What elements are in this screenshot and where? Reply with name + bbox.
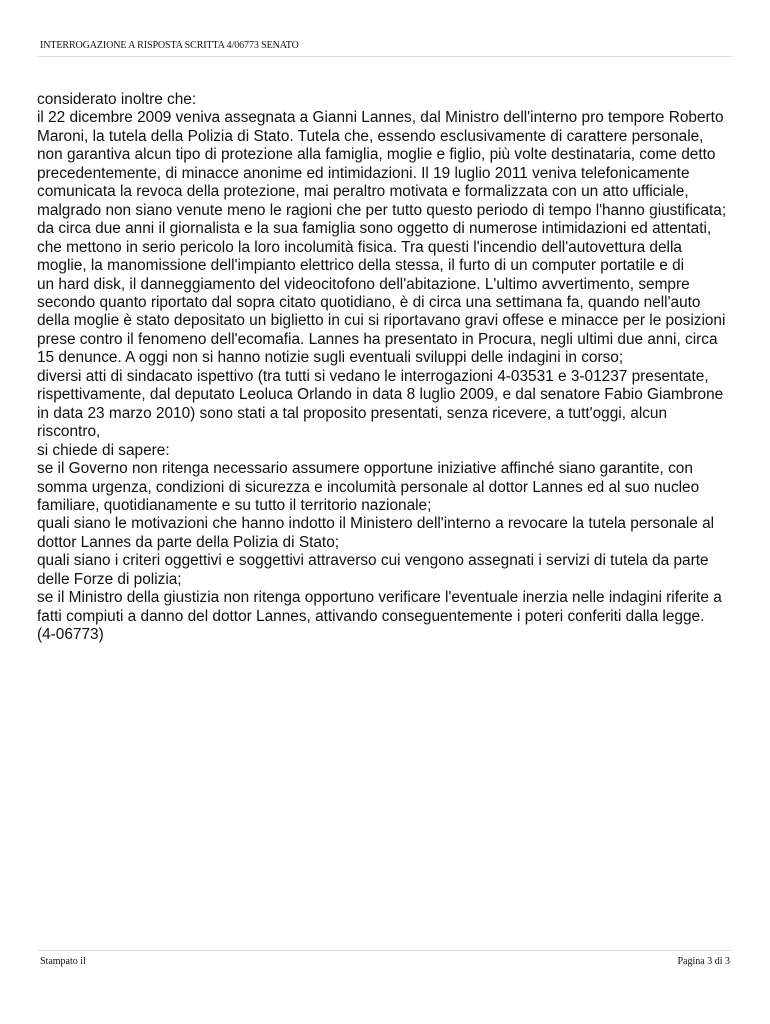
body-line: (4-06773) bbox=[37, 626, 104, 644]
body-line: della moglie è stato depositato un biglietto in cui si riportavano gravi offese e minacce per le posizioni bbox=[37, 312, 726, 330]
body-line: fatti compiuti a danno del dottor Lannes, attivando conseguentemente i poteri conferiti dalla legge. bbox=[37, 607, 705, 625]
body-line: delle Forze di polizia; bbox=[37, 570, 182, 588]
footer-divider bbox=[37, 950, 732, 951]
header-divider bbox=[37, 56, 732, 57]
body-line: familiare, quotidianamente e su tutto il territorio nazionale; bbox=[37, 496, 432, 514]
footer-printed-label: Stampato il bbox=[40, 956, 86, 967]
body-line: in data 23 marzo 2010) sono stati a tal proposito presentati, senza ricevere, a tutt'oggi, alcun bbox=[37, 404, 668, 422]
body-line: se il Governo non ritenga necessario assumere opportune iniziative affinché siano garantite, con bbox=[37, 460, 693, 478]
body-line: Maroni, la tutela della Polizia di Stato. Tutela che, essendo esclusivamente di carattere personale, bbox=[37, 127, 704, 145]
body-line: non garantiva alcun tipo di protezione alla famiglia, moglie e figlio, più volte destinataria, come detto bbox=[37, 146, 716, 164]
body-line: precedentemente, di minacce anonime ed intimidazioni. Il 19 luglio 2011 veniva telefonicamente bbox=[37, 164, 690, 182]
body-line: secondo quanto riportato dal sopra citato quotidiano, è di circa una settimana fa, quando nell'auto bbox=[37, 293, 701, 311]
body-line: comunicata la revoca della protezione, mai peraltro motivata e formalizzata con un atto ufficiale, bbox=[37, 183, 689, 201]
document-body bbox=[37, 91, 737, 645]
body-line: diversi atti di sindacato ispettivo (tra tutti si vedano le interrogazioni 4-03531 e 3-01237 presentate, bbox=[37, 367, 709, 385]
body-line: 15 denunce. A oggi non si hanno notizie sugli eventuali sviluppi delle indagini in corso; bbox=[37, 349, 624, 367]
body-line: rispettivamente, dal deputato Leoluca Orlando in data 8 luglio 2009, e dal senatore Fabio Giambrone bbox=[37, 386, 724, 404]
body-line: riscontro, bbox=[37, 423, 101, 441]
body-line: prese contro il fenomeno dell'ecomafia. Lannes ha presentato in Procura, negli ultimi due anni, circa bbox=[37, 330, 718, 348]
document-header-title: INTERROGAZIONE A RISPOSTA SCRITTA 4/06773 SENATO bbox=[40, 40, 299, 51]
body-line: si chiede di sapere: bbox=[37, 441, 170, 459]
body-line: se il Ministro della giustizia non ritenga opportuno verificare l'eventuale inerzia nelle indagini riferite a bbox=[37, 589, 722, 607]
body-line: somma urgenza, condizioni di sicurezza e incolumità personale al dottor Lannes ed al suo nucleo bbox=[37, 478, 700, 496]
body-line: malgrado non siano venute meno le ragioni che per tutto questo periodo di tempo l'hanno giustificata; bbox=[37, 201, 727, 219]
body-line: da circa due anni il giornalista e la sua famiglia sono oggetto di numerose intimidazioni ed attentati, bbox=[37, 220, 712, 238]
footer-page-number: Pagina 3 di 3 bbox=[677, 956, 730, 967]
body-line: il 22 dicembre 2009 veniva assegnata a Gianni Lannes, dal Ministro dell'interno pro tempore Roberto bbox=[37, 109, 724, 127]
body-line: moglie, la manomissione dell'impianto elettrico della stessa, il furto di un computer portatile e di bbox=[37, 257, 685, 275]
body-line: dottor Lannes da parte della Polizia di Stato; bbox=[37, 533, 340, 551]
body-line: considerato inoltre che: bbox=[37, 91, 197, 108]
body-line: quali siano le motivazioni che hanno indotto il Ministero dell'interno a revocare la tutela personale al bbox=[37, 515, 715, 533]
body-line: che mettono in serio pericolo la loro incolumità fisica. Tra questi l'incendio dell'autovettura della bbox=[37, 238, 682, 256]
body-line: quali siano i criteri oggettivi e soggettivi attraverso cui vengono assegnati i servizi di tutela da parte bbox=[37, 552, 709, 570]
body-line: un hard disk, il danneggiamento del videocitofono dell'abitazione. L'ultimo avvertimento, sempre bbox=[37, 275, 690, 293]
